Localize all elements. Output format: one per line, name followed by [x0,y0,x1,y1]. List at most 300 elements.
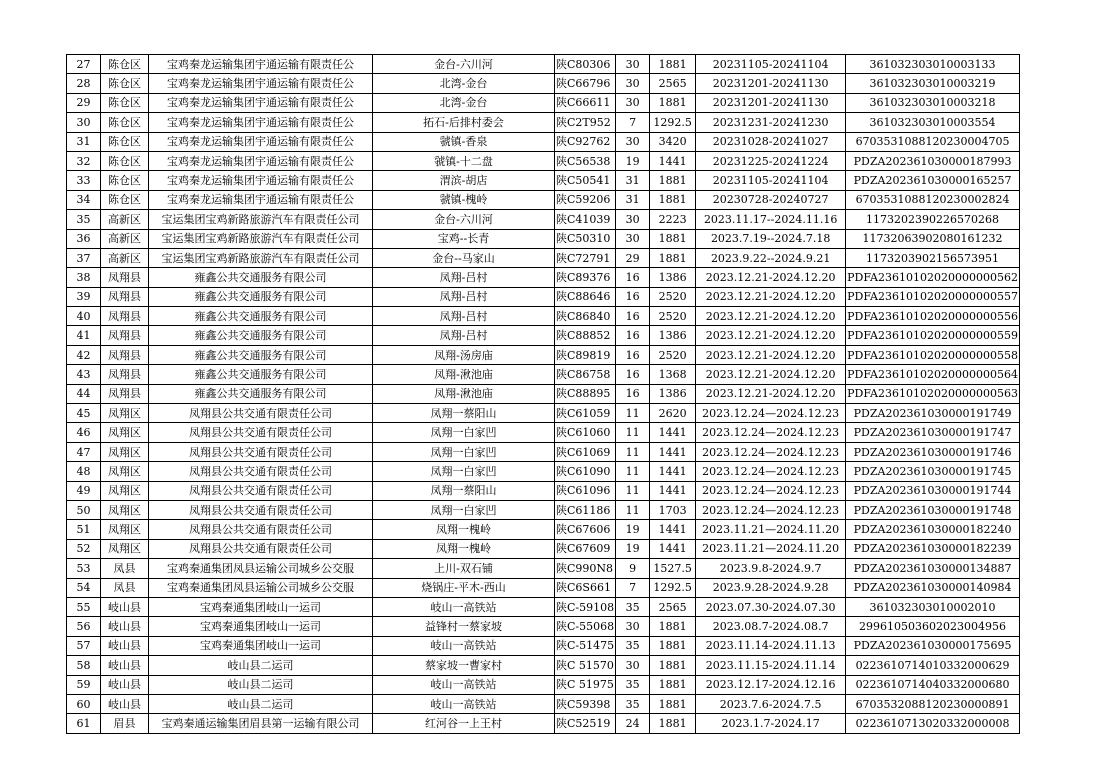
validity-period-cell: 20231225-20241224 [696,151,846,170]
district-cell: 凤翔区 [101,462,149,481]
validity-period-cell: 20231201-20241130 [696,74,846,93]
seats-cell: 16 [616,384,650,403]
seats-cell: 35 [616,636,650,655]
district-cell: 陈仓区 [101,132,149,151]
permit-number-cell: PDZA202361030000165257 [846,171,1020,190]
district-cell: 陈仓区 [101,55,149,74]
route-cell: 凤翔-湫池庙 [373,384,555,403]
permit-number-cell: 1173206390208016123​2 [846,229,1020,248]
operator-company-cell: 宝鸡秦通集团岐山一运司 [149,617,373,636]
route-cell: 岐山一高铁站 [373,694,555,713]
validity-period-cell: 2023.12.21-2024.12.20 [696,384,846,403]
validity-period-cell: 20231105-20241104 [696,55,846,74]
row-number-cell: 57 [67,636,101,655]
operator-company-cell: 雍鑫公共交通服务有限公司 [149,345,373,364]
permit-number-cell: PDZA202361030000191746 [846,442,1020,461]
operator-company-cell: 雍鑫公共交通服务有限公司 [149,384,373,403]
table-row [67,384,1020,403]
amount-cell: 1441 [650,462,696,481]
plate-number-cell: 陕C67609 [555,539,616,558]
row-number-cell: 36 [67,229,101,248]
plate-number-cell: 陕C72791 [555,248,616,267]
row-number-cell: 27 [67,55,101,74]
district-cell: 凤翔区 [101,481,149,500]
amount-cell: 1881 [650,248,696,267]
permit-number-cell: 0223610713020332000008 [846,714,1020,733]
row-number-cell: 33 [67,171,101,190]
operator-company-cell: 宝鸡秦通集团凤县运输公司城乡公交服 [149,578,373,597]
row-number-cell: 38 [67,268,101,287]
table-row [67,500,1020,519]
seats-cell: 31 [616,190,650,209]
amount-cell: 1441 [650,520,696,539]
district-cell: 岐山县 [101,617,149,636]
plate-number-cell: 陕C86840 [555,307,616,326]
permit-number-cell: PDZA202361030000191745 [846,462,1020,481]
route-cell: 北湾-金台 [373,93,555,112]
table-row [67,55,1020,74]
table-row [67,675,1020,694]
table-row [67,462,1020,481]
row-number-cell: 44 [67,384,101,403]
table-row [67,345,1020,364]
amount-cell: 1881 [650,714,696,733]
operator-company-cell: 宝鸡秦龙运输集团宇通运输有限责任公 [149,151,373,170]
plate-number-cell: 陕C88646 [555,287,616,306]
route-cell: 凤翔一蔡阳山 [373,404,555,423]
district-cell: 岐山县 [101,636,149,655]
permit-number-cell: PDZA202361030000191744 [846,481,1020,500]
plate-number-cell: 陕C990N8 [555,559,616,578]
amount-cell: 1703 [650,500,696,519]
amount-cell: 1441 [650,539,696,558]
permit-number-cell: PDFA236101020200000005​63 [846,384,1020,403]
table-row [67,442,1020,461]
route-cell: 凤翔一白家凹 [373,462,555,481]
table-row [67,559,1020,578]
permit-number-cell: PDZA202361030000191748 [846,500,1020,519]
table-row [67,694,1020,713]
seats-cell: 7 [616,578,650,597]
amount-cell: 3420 [650,132,696,151]
seats-cell: 11 [616,481,650,500]
operator-company-cell: 凤翔县公共交通有限责任公司 [149,404,373,423]
plate-number-cell: 陕C61096 [555,481,616,500]
district-cell: 凤翔区 [101,539,149,558]
row-number-cell: 42 [67,345,101,364]
validity-period-cell: 20231105-20241104 [696,171,846,190]
route-cell: 金台-六川河 [373,55,555,74]
district-cell: 凤翔区 [101,520,149,539]
seats-cell: 19 [616,539,650,558]
table-row [67,520,1020,539]
district-cell: 凤翔县 [101,268,149,287]
validity-period-cell: 2023.08.7-2024.08.7 [696,617,846,636]
district-cell: 岐山县 [101,656,149,675]
plate-number-cell: 陕C59206 [555,190,616,209]
route-cell: 岐山一高铁站 [373,636,555,655]
validity-period-cell: 20230728-20240727 [696,190,846,209]
permit-number-cell: PDFA236101020200000005​64 [846,365,1020,384]
row-number-cell: 59 [67,675,101,694]
table-row [67,171,1020,190]
table-row [67,578,1020,597]
permit-number-cell: 361032303010003219 [846,74,1020,93]
amount-cell: 2520 [650,287,696,306]
seats-cell: 16 [616,307,650,326]
validity-period-cell: 2023.12.21-2024.12.20 [696,326,846,345]
row-number-cell: 32 [67,151,101,170]
row-number-cell: 51 [67,520,101,539]
table-row [67,74,1020,93]
validity-period-cell: 2023.12.24—2024.12.23 [696,404,846,423]
route-cell: 虢镇-香泉 [373,132,555,151]
district-cell: 陈仓区 [101,171,149,190]
row-number-cell: 60 [67,694,101,713]
operator-company-cell: 宝鸡秦龙运输集团宇通运输有限责任公 [149,74,373,93]
amount-cell: 1881 [650,229,696,248]
validity-period-cell: 2023.11.17--2024.11.16 [696,210,846,229]
route-cell: 虢镇-十二盘 [373,151,555,170]
row-number-cell: 37 [67,248,101,267]
table-row [67,326,1020,345]
district-cell: 高新区 [101,248,149,267]
operator-company-cell: 宝鸡秦龙运输集团宇通运输有限责任公 [149,93,373,112]
row-number-cell: 50 [67,500,101,519]
amount-cell: 2223 [650,210,696,229]
route-cell: 红河谷一上王村 [373,714,555,733]
operator-company-cell: 雍鑫公共交通服务有限公司 [149,365,373,384]
permit-number-cell: 361032303010003133 [846,55,1020,74]
district-cell: 高新区 [101,210,149,229]
amount-cell: 1368 [650,365,696,384]
operator-company-cell: 宝鸡秦通运输集团眉县第一运输有限公司 [149,714,373,733]
permit-number-cell: PDFA236101020200000005​62 [846,268,1020,287]
plate-number-cell: 陕C61069 [555,442,616,461]
validity-period-cell: 2023.9.28-2024.9.28 [696,578,846,597]
permit-number-cell: 6703531088120230004705 [846,132,1020,151]
district-cell: 凤翔县 [101,326,149,345]
district-cell: 陈仓区 [101,190,149,209]
district-cell: 凤翔县 [101,365,149,384]
seats-cell: 35 [616,675,650,694]
operator-company-cell: 宝鸡秦龙运输集团宇通运输有限责任公 [149,55,373,74]
table-row [67,597,1020,616]
operator-company-cell: 宝鸡秦通集团凤县运输公司城乡公交服 [149,559,373,578]
table-row [67,307,1020,326]
district-cell: 眉县 [101,714,149,733]
permit-number-cell: PDZA202361030000187993 [846,151,1020,170]
district-cell: 凤翔区 [101,442,149,461]
validity-period-cell: 20231201-20241130 [696,93,846,112]
table-row [67,93,1020,112]
row-number-cell: 43 [67,365,101,384]
route-cell: 凤翔一槐岭 [373,520,555,539]
route-cell: 金台-六川河 [373,210,555,229]
route-cell: 拓石-后排村委会 [373,113,555,132]
table-row [67,423,1020,442]
seats-cell: 30 [616,132,650,151]
row-number-cell: 54 [67,578,101,597]
route-cell: 凤翔一白家凹 [373,500,555,519]
amount-cell: 2565 [650,74,696,93]
permit-number-cell: 361032303010003218 [846,93,1020,112]
seats-cell: 16 [616,365,650,384]
table-body [67,55,1020,734]
validity-period-cell: 2023.12.21-2024.12.20 [696,287,846,306]
row-number-cell: 35 [67,210,101,229]
table-row [67,617,1020,636]
amount-cell: 1441 [650,481,696,500]
seats-cell: 24 [616,714,650,733]
row-number-cell: 52 [67,539,101,558]
plate-number-cell: 陕C50310 [555,229,616,248]
validity-period-cell: 2023.07.30-2024.07.30 [696,597,846,616]
route-cell: 凤翔一蔡阳山 [373,481,555,500]
validity-period-cell: 2023.11.14-2024.11.13 [696,636,846,655]
operator-company-cell: 宝鸡秦龙运输集团宇通运输有限责任公 [149,132,373,151]
validity-period-cell: 2023.12.24—2024.12.23 [696,481,846,500]
district-cell: 陈仓区 [101,74,149,93]
validity-period-cell: 2023.12.24—2024.12.23 [696,442,846,461]
operator-company-cell: 凤翔县公共交通有限责任公司 [149,539,373,558]
seats-cell: 16 [616,345,650,364]
route-cell: 凤翔-吕村 [373,268,555,287]
seats-cell: 30 [616,210,650,229]
seats-cell: 16 [616,326,650,345]
operator-company-cell: 宝运集团宝鸡新路旅游汽车有限责任公司 [149,248,373,267]
amount-cell: 1292.5 [650,578,696,597]
route-cell: 凤翔-吕村 [373,326,555,345]
plate-number-cell: 陕C-51475 [555,636,616,655]
route-cell: 岐山一高铁站 [373,597,555,616]
table-row [67,404,1020,423]
permit-number-cell: 2996105036020230049​56 [846,617,1020,636]
row-number-cell: 31 [67,132,101,151]
row-number-cell: 58 [67,656,101,675]
row-number-cell: 53 [67,559,101,578]
seats-cell: 30 [616,617,650,636]
operator-company-cell: 凤翔县公共交通有限责任公司 [149,500,373,519]
plate-number-cell: 陕C61090 [555,462,616,481]
route-cell: 凤翔一槐岭 [373,539,555,558]
district-cell: 岐山县 [101,597,149,616]
district-cell: 陈仓区 [101,151,149,170]
table-row [67,365,1020,384]
operator-company-cell: 凤翔县公共交通有限责任公司 [149,520,373,539]
permit-number-cell: 0223610714010332000629 [846,656,1020,675]
seats-cell: 30 [616,229,650,248]
amount-cell: 2620 [650,404,696,423]
seats-cell: 19 [616,151,650,170]
permit-number-cell: 1173202390226570268 [846,210,1020,229]
permit-number-cell: 6703532088120230000891 [846,694,1020,713]
permit-number-cell: PDZA202361030000140984 [846,578,1020,597]
amount-cell: 1441 [650,423,696,442]
row-number-cell: 41 [67,326,101,345]
route-cell: 蔡家坡一曹家村 [373,656,555,675]
validity-period-cell: 2023.11.21—2024.11.20 [696,520,846,539]
seats-cell: 16 [616,268,650,287]
amount-cell: 1881 [650,93,696,112]
validity-period-cell: 2023.12.21-2024.12.20 [696,307,846,326]
operator-company-cell: 凤翔县公共交通有限责任公司 [149,462,373,481]
plate-number-cell: 陕C6S661 [555,578,616,597]
operator-company-cell: 雍鑫公共交通服务有限公司 [149,287,373,306]
route-cell: 凤翔一白家凹 [373,423,555,442]
route-cell: 岐山一高铁站 [373,675,555,694]
amount-cell: 2520 [650,345,696,364]
plate-number-cell: 陕C-59108 [555,597,616,616]
operator-company-cell: 宝鸡秦龙运输集团宇通运输有限责任公 [149,171,373,190]
seats-cell: 16 [616,287,650,306]
row-number-cell: 49 [67,481,101,500]
permit-number-cell: PDZA202361030000134887 [846,559,1020,578]
plate-number-cell: 陕C 51570 [555,656,616,675]
district-cell: 凤翔县 [101,307,149,326]
district-cell: 凤翔县 [101,384,149,403]
amount-cell: 1441 [650,151,696,170]
plate-number-cell: 陕C80306 [555,55,616,74]
operator-company-cell: 凤翔县公共交通有限责任公司 [149,481,373,500]
validity-period-cell: 20231028-20241027 [696,132,846,151]
operator-company-cell: 凤翔县公共交通有限责任公司 [149,423,373,442]
route-cell: 渭滨-胡店 [373,171,555,190]
validity-period-cell: 2023.12.24—2024.12.23 [696,462,846,481]
validity-period-cell: 2023.9.8-2024.9.7 [696,559,846,578]
seats-cell: 11 [616,442,650,461]
table-row [67,268,1020,287]
route-cell: 凤翔-吕村 [373,287,555,306]
permit-number-cell: PDZA202361030000182240 [846,520,1020,539]
amount-cell: 1881 [650,675,696,694]
validity-period-cell: 2023.11.21—2024.11.20 [696,539,846,558]
row-number-cell: 30 [67,113,101,132]
table-row [67,287,1020,306]
plate-number-cell: 陕C41039 [555,210,616,229]
amount-cell: 1386 [650,326,696,345]
validity-period-cell: 2023.9.22--2024.9.21 [696,248,846,267]
route-cell: 烧锅庄-平木-西山 [373,578,555,597]
table-row [67,714,1020,733]
district-cell: 岐山县 [101,694,149,713]
operator-company-cell: 宝鸡秦龙运输集团宇通运输有限责任公 [149,113,373,132]
permit-number-cell: PDFA236101020200000005​57 [846,287,1020,306]
table-row [67,151,1020,170]
district-cell: 高新区 [101,229,149,248]
table-row [67,113,1020,132]
seats-cell: 9 [616,559,650,578]
row-number-cell: 29 [67,93,101,112]
plate-number-cell: 陕C89819 [555,345,616,364]
seats-cell: 19 [616,520,650,539]
amount-cell: 2520 [650,307,696,326]
operator-company-cell: 宝鸡秦通集团岐山一运司 [149,636,373,655]
operator-company-cell: 凤翔县公共交通有限责任公司 [149,442,373,461]
plate-number-cell: 陕C52519 [555,714,616,733]
permit-number-cell: 1173203902156573951 [846,248,1020,267]
row-number-cell: 56 [67,617,101,636]
table-row [67,656,1020,675]
validity-period-cell: 2023.12.21-2024.12.20 [696,345,846,364]
district-cell: 岐山县 [101,675,149,694]
district-cell: 凤翔区 [101,404,149,423]
permit-number-cell: 0223610714040332000680 [846,675,1020,694]
table-row [67,132,1020,151]
seats-cell: 30 [616,656,650,675]
route-cell: 凤翔-湫池庙 [373,365,555,384]
seats-cell: 11 [616,462,650,481]
route-cell: 虢镇-槐岭 [373,190,555,209]
validity-period-cell: 2023.12.21-2024.12.20 [696,365,846,384]
permit-number-cell: 6703531088120230002824 [846,190,1020,209]
row-number-cell: 47 [67,442,101,461]
seats-cell: 11 [616,423,650,442]
operator-company-cell: 宝鸡秦通集团岐山一运司 [149,597,373,616]
amount-cell: 1527.5 [650,559,696,578]
permit-number-cell: PDZA202361030000175695 [846,636,1020,655]
permit-number-cell: PDZA202361030000191747 [846,423,1020,442]
row-number-cell: 45 [67,404,101,423]
plate-number-cell: 陕C92762 [555,132,616,151]
plate-number-cell: 陕C67606 [555,520,616,539]
permit-number-cell: 361032303010003554 [846,113,1020,132]
plate-number-cell: 陕C2T952 [555,113,616,132]
permit-number-cell: 361032303010002010 [846,597,1020,616]
row-number-cell: 40 [67,307,101,326]
table-row [67,190,1020,209]
validity-period-cell: 2023.12.17-2024.12.16 [696,675,846,694]
seats-cell: 35 [616,694,650,713]
amount-cell: 2565 [650,597,696,616]
seats-cell: 30 [616,74,650,93]
plate-number-cell: 陕C89376 [555,268,616,287]
permit-number-cell: PDFA236101020200000005​58 [846,345,1020,364]
amount-cell: 1881 [650,190,696,209]
district-cell: 凤翔区 [101,423,149,442]
table-row [67,210,1020,229]
seats-cell: 11 [616,500,650,519]
plate-number-cell: 陕C59398 [555,694,616,713]
row-number-cell: 61 [67,714,101,733]
amount-cell: 1881 [650,656,696,675]
amount-cell: 1881 [650,55,696,74]
plate-number-cell: 陕C56538 [555,151,616,170]
table-row [67,481,1020,500]
operator-company-cell: 雍鑫公共交通服务有限公司 [149,268,373,287]
table-row [67,539,1020,558]
route-cell: 益锋村一蔡家坡 [373,617,555,636]
operator-company-cell: 雍鑫公共交通服务有限公司 [149,326,373,345]
validity-period-cell: 2023.12.24—2024.12.23 [696,423,846,442]
plate-number-cell: 陕C88852 [555,326,616,345]
operator-company-cell: 岐山县二运司 [149,656,373,675]
validity-period-cell: 2023.11.15-2024.11.14 [696,656,846,675]
seats-cell: 29 [616,248,650,267]
permit-number-cell: PDZA202361030000182239 [846,539,1020,558]
seats-cell: 35 [616,597,650,616]
operator-company-cell: 岐山县二运司 [149,694,373,713]
permit-number-cell: PDFA236101020200000005​59 [846,326,1020,345]
table-row [67,229,1020,248]
amount-cell: 1386 [650,268,696,287]
plate-number-cell: 陕C61059 [555,404,616,423]
district-cell: 凤翔县 [101,287,149,306]
seats-cell: 11 [616,404,650,423]
route-cell: 凤翔一白家凹 [373,442,555,461]
route-cell: 上川-双石铺 [373,559,555,578]
table-row [67,636,1020,655]
